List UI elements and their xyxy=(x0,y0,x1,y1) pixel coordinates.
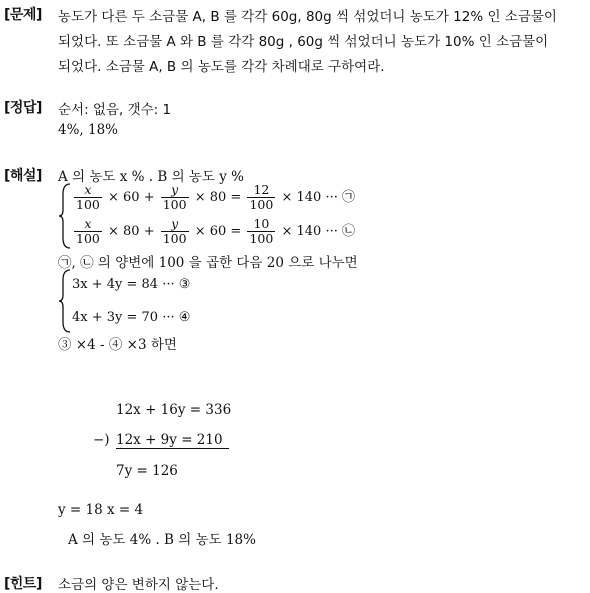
problem-label: [문제] xyxy=(4,7,42,23)
calc-line-3: 7y = 126 xyxy=(116,463,178,479)
multiply-step: ㉠, ㉡ 의 양변에 100 을 곱한 다음 20 으로 나누면 xyxy=(58,255,358,271)
calc-line-1: 12x + 16y = 336 xyxy=(116,402,232,418)
problem-line-2: 되었다. 또 소금물 A 와 B 를 각각 80g , 60g 씩 섞었더니 농도가 10% 인 소금물이 xyxy=(58,34,549,50)
calc-minus: −) xyxy=(93,432,110,448)
hint-label: [힌트] xyxy=(4,576,42,592)
solution-intro: A 의 농도 x % . B 의 농도 y % xyxy=(58,169,245,185)
solution-label: [해설] xyxy=(4,168,42,184)
combine-step: ③ ×4 - ④ ×3 하면 xyxy=(58,337,177,353)
answer-label: [정답] xyxy=(4,100,42,116)
system-brace-1 xyxy=(58,182,72,250)
system-brace-2 xyxy=(58,268,72,334)
answer-line-2: 4%, 18% xyxy=(58,122,119,138)
result-concentration: A 의 농도 4% . B 의 농도 18% xyxy=(68,532,256,548)
answer-line-1: 순서: 없음, 갯수: 1 xyxy=(58,102,172,118)
equation-2: $\frac{x}{100}$ × 80 + $\frac{y}{100}$ × 60 = $\frac{10}{100}$ × 140 ··· ㉡ xyxy=(76,216,355,246)
equation-1: $\frac{x}{100}$ × 60 + $\frac{y}{100}$ × 80 = $\frac{12}{100}$ × 140 ··· ㉠ xyxy=(76,182,355,212)
system-equation-3: 3x + 4y = 84 ··· ③ xyxy=(72,277,191,292)
calc-line-2: 12x + 9y = 210 xyxy=(116,432,229,449)
problem-line-1: 농도가 다른 두 소금물 A, B 를 각각 60g, 80g 씩 섞었더니 농도가 12% 인 소금물이 xyxy=(58,9,557,25)
result-xy: y = 18 x = 4 xyxy=(58,502,144,518)
hint-text: 소금의 양은 변하지 않는다. xyxy=(58,577,219,593)
system-equation-4: 4x + 3y = 70 ··· ④ xyxy=(72,310,191,325)
problem-line-3: 되었다. 소금물 A, B 의 농도를 각각 차례대로 구하여라. xyxy=(58,59,385,75)
